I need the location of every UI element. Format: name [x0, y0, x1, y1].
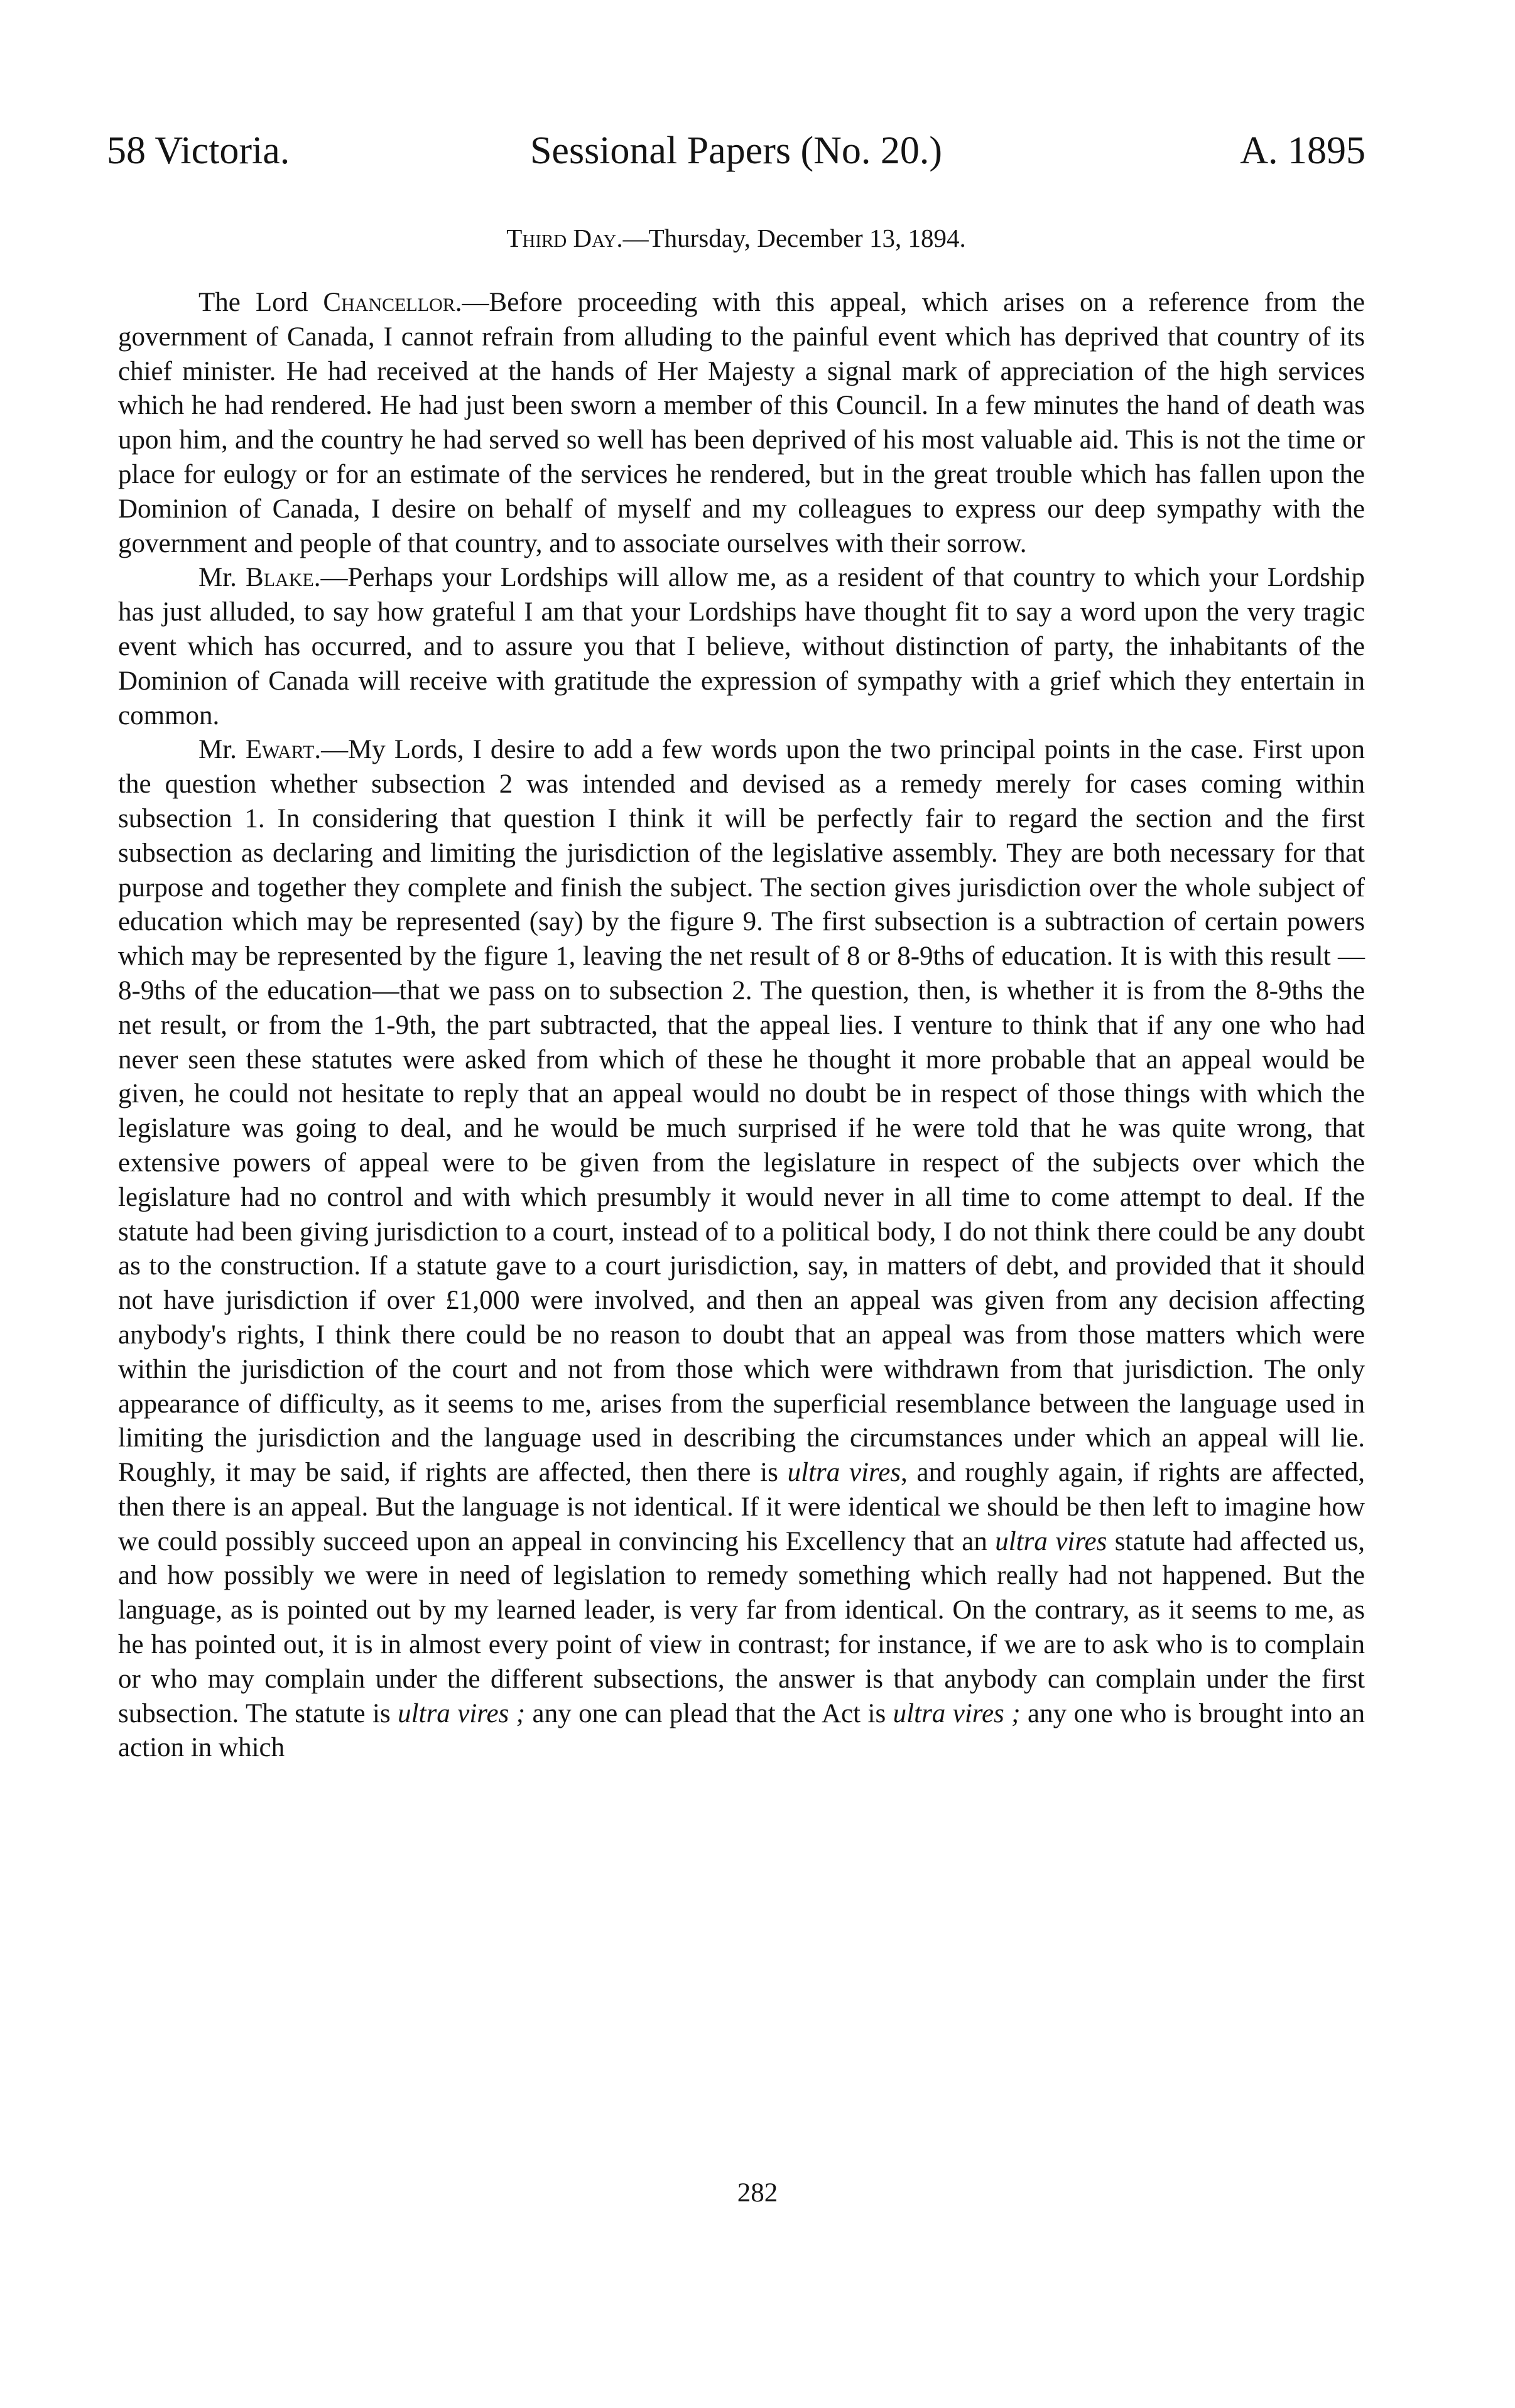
latin-term: ultra vires ;: [398, 1698, 526, 1728]
latin-term: ultra vires ;: [893, 1698, 1021, 1728]
header-regnal-year: 58 Victoria.: [107, 129, 290, 172]
latin-term: ultra vires: [995, 1526, 1107, 1556]
paragraph-text: .—My Lords, I desire to add a few words upon the two principal points in the case. First upon the question whether subsection 2 was intended and devised as a remedy merely for cases coming within subsection 1. In considering that question I think it will be perfectly fair to regard the section and the first subsection as declaring and limiting the jurisdiction of the legislative assembly. They are both necessary for that purpose and together they complete and finish the subject. The section gives jurisdiction over the whole subject of education which may be represented (say) by the figure 9. The first subsection is a subtraction of certain powers which may be represented by the figure 1, leaving the net result of 8 or 8-9ths of education. It is with this result —8-9ths of the education—that we pass on to subsection 2. The question, then, is whether it is from the 8-9ths the net result, or from the 1-9th, the part subtracted, that the appeal lies. I venture to think that if any one who had never seen these statutes were asked from which of these he thought it more probable that an appeal would be given, he could not hesitate to reply that an appeal would no doubt be in respect of those things with which the legislature was going to deal, and he would be much surprised if he were told that he was quite wrong, that extensive powers of appeal were to be given from the legislature in respect of the subjects over which the legislature had no control and with which presumbly it would never in all time to come attempt to deal. If the statute had been giving jurisdiction to a court, instead of to a political body, I do not think there could be any doubt as to the construction. If a statute gave to a court jurisdiction, say, in matters of debt, and provided that it should not have jurisdiction if over £1,000 were involved, and then an appeal was given from any decision affecting anybody's rights, I think there could be no reason to doubt that an appeal was from those matters which were within the jurisdiction of the court and not from those which were withdrawn from that jurisdiction. The only appearance of difficulty, as it seems to me, arises from the superficial resemblance between the language used in limiting the jurisdiction and the language used in describing the circumstances under which an appeal will lie. Roughly, it may be said, if rights are affected, then there is: [118, 735, 1365, 1488]
paragraph-text: , and roughly again, if rights are affected, then there is an appeal. But the language is not identical. If it were identical we should be then left to imagine how we could possibly succeed upon an appeal in convincing his Excellency that an: [118, 1458, 1365, 1556]
speaker-prefix: Mr.: [198, 735, 246, 765]
paragraph-text: .—Before proceeding with this appeal, which arises on a reference from the government of Canada, I cannot refrain from alluding to the painful event which has deprived that country of its chief minister. He had received at the hands of Her Majesty a signal mark of appreciation of the high services which he had rendered. He had just been sworn a member of this Council. In a few minutes the hand of death was upon him, and the country he had served so well has been deprived of his most valuable aid. This is not the time or place for eulogy or for an estimate of the services he rendered, but in the great trouble which has fallen upon the Dominion of Canada, I desire on behalf of myself and my colleagues to express our deep sympathy with the government and people of that country, and to associate ourselves with their sorrow.: [118, 288, 1366, 558]
day-heading-date: .—Thursday, December 13, 1894.: [616, 224, 966, 252]
page-number: 282: [737, 2178, 778, 2208]
header-year: A. 1895: [1240, 129, 1366, 172]
paragraph-text: statute had affected us, and how possibly we were in need of legislation to remedy something which really had not happened. But the language, as is pointed out by my learned leader, is very far from identical. On the contrary, as it seems to me, as he has pointed out, it is in almost every point of view in contrast; for instance, if we are to ask who is to complain or who may complain under the different subsections, the answer is that anybody can complain under the first subsection. The statute is: [118, 1526, 1366, 1728]
paragraph-text: any one can plead that the Act is: [525, 1698, 893, 1728]
day-heading: [107, 223, 1366, 253]
header-publication-title: Sessional Papers (No. 20.): [529, 129, 943, 172]
speaker-name: Ewart: [245, 735, 315, 765]
paragraph-mr-blake: [118, 561, 1365, 733]
paragraph-text: .—Perhaps your Lordships will allow me, as a resident of that country to which your Lordship has just alluded, to say how grateful I am that your Lordships have thought fit to say a word upon the very tragic event which has occurred, and to assure you that I believe, without distinction of party, the inhabitants of the Dominion of Canada will receive with gratitude the expression of sympathy with a grief which they entertain in common.: [118, 563, 1365, 730]
running-header: [107, 129, 1366, 173]
paragraph-lord-chancellor: [118, 286, 1365, 561]
latin-term: ultra vires: [787, 1458, 901, 1488]
paragraph-text: any one who is brought into an action in which: [118, 1698, 1366, 1763]
speaker-prefix: Mr.: [198, 563, 246, 593]
speaker-prefix: The Lord: [198, 288, 323, 317]
speaker-name: Chancellor: [323, 288, 455, 317]
paragraph-mr-ewart: [118, 733, 1365, 1765]
speaker-name: Blake: [246, 563, 314, 593]
day-heading-day: Third Day: [506, 224, 617, 252]
body-text: [118, 286, 1365, 1765]
